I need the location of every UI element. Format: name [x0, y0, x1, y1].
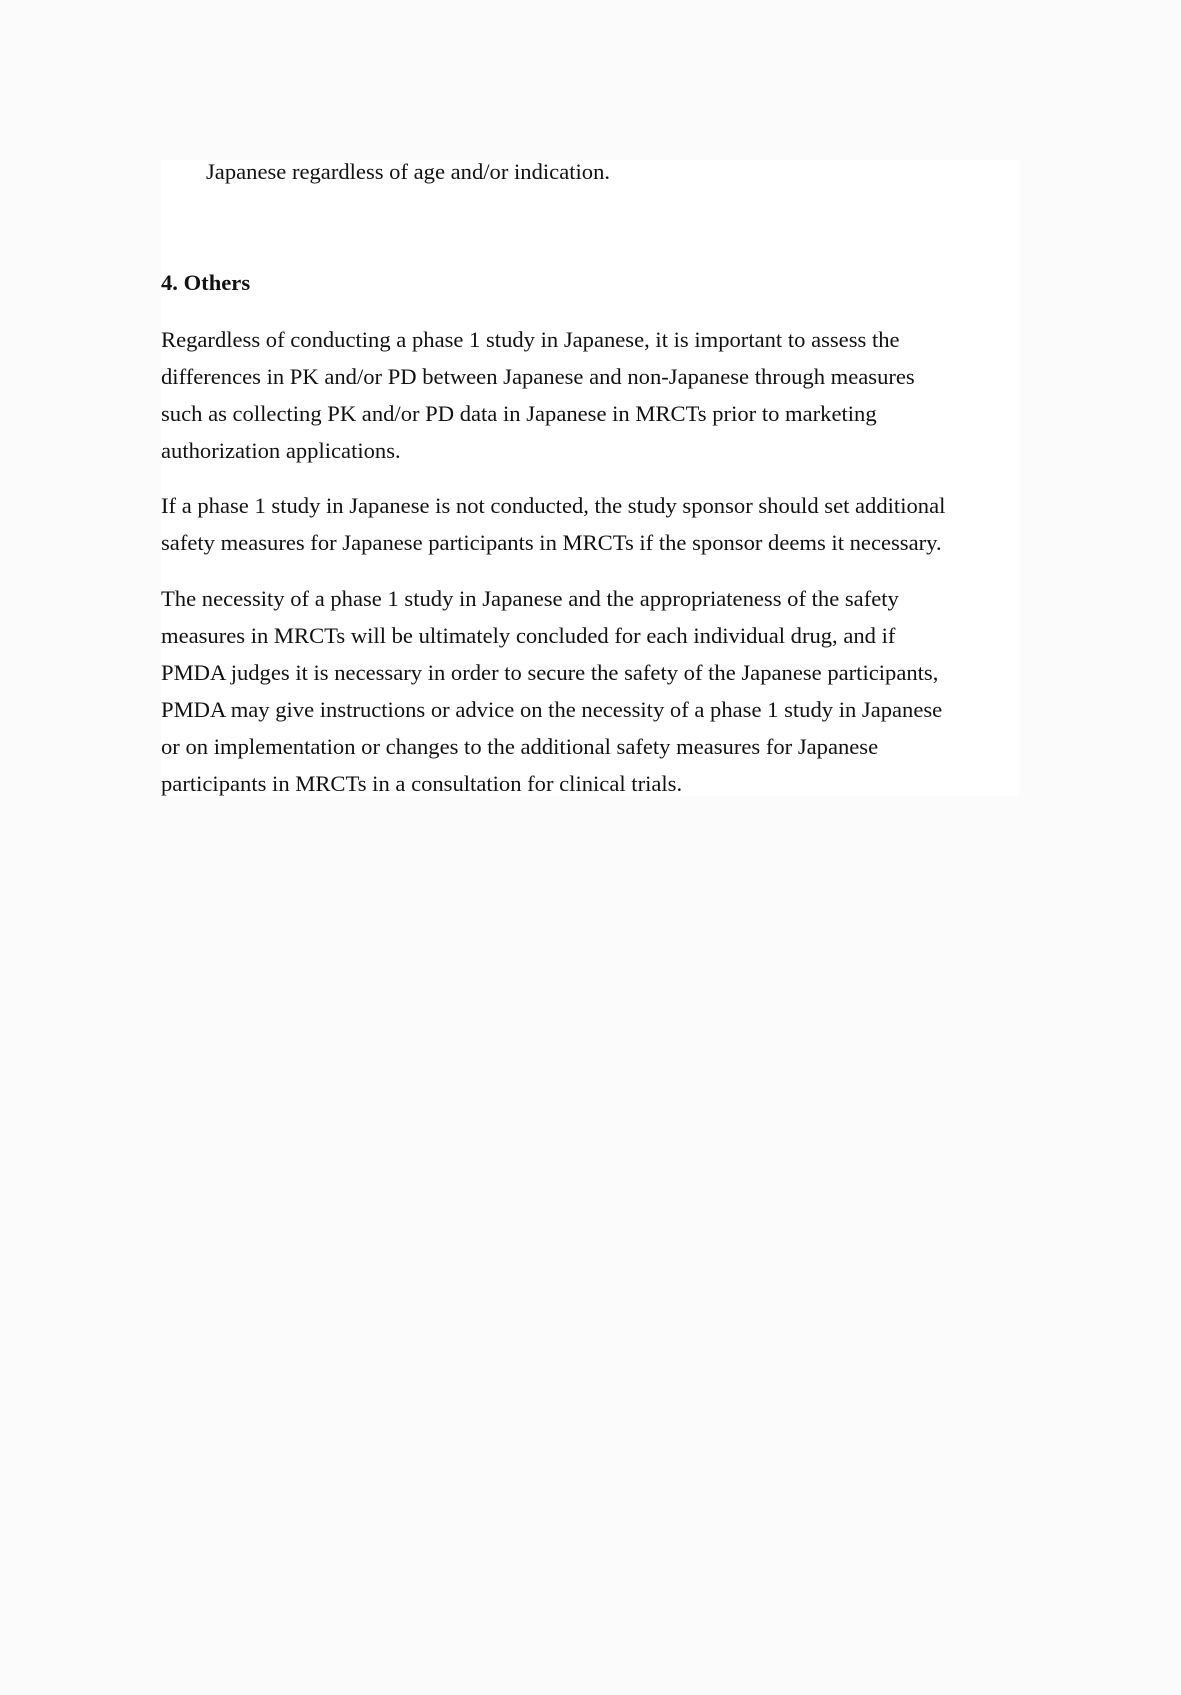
- paragraph-line: or on implementation or changes to the additional safety measures for Japanese: [161, 734, 879, 759]
- section-heading: 4. Others: [161, 270, 251, 295]
- paragraph-line: participants in MRCTs in a consultation for clinical trials.: [161, 771, 683, 796]
- paragraph-line: PMDA judges it is necessary in order to secure the safety of the Japanese participants,: [161, 660, 939, 685]
- paragraph-line: PMDA may give instructions or advice on the necessity of a phase 1 study in Japanese: [161, 697, 943, 722]
- continuation-line: Japanese regardless of age and/or indication.: [206, 159, 611, 184]
- paragraph-line: authorization applications.: [161, 438, 401, 463]
- paragraph-line: measures in MRCTs will be ultimately concluded for each individual drug, and if: [161, 623, 896, 648]
- paragraph-line: safety measures for Japanese participants in MRCTs if the sponsor deems it necessary.: [161, 530, 942, 555]
- paragraph-line: such as collecting PK and/or PD data in Japanese in MRCTs prior to marketing: [161, 401, 877, 426]
- paragraph-line: differences in PK and/or PD between Japanese and non-Japanese through measures: [161, 364, 915, 389]
- paragraph-line: The necessity of a phase 1 study in Japanese and the appropriateness of the safety: [161, 586, 899, 611]
- paragraph-line: If a phase 1 study in Japanese is not conducted, the study sponsor should set additional: [161, 493, 946, 518]
- paragraph-line: Regardless of conducting a phase 1 study in Japanese, it is important to assess the: [161, 327, 900, 352]
